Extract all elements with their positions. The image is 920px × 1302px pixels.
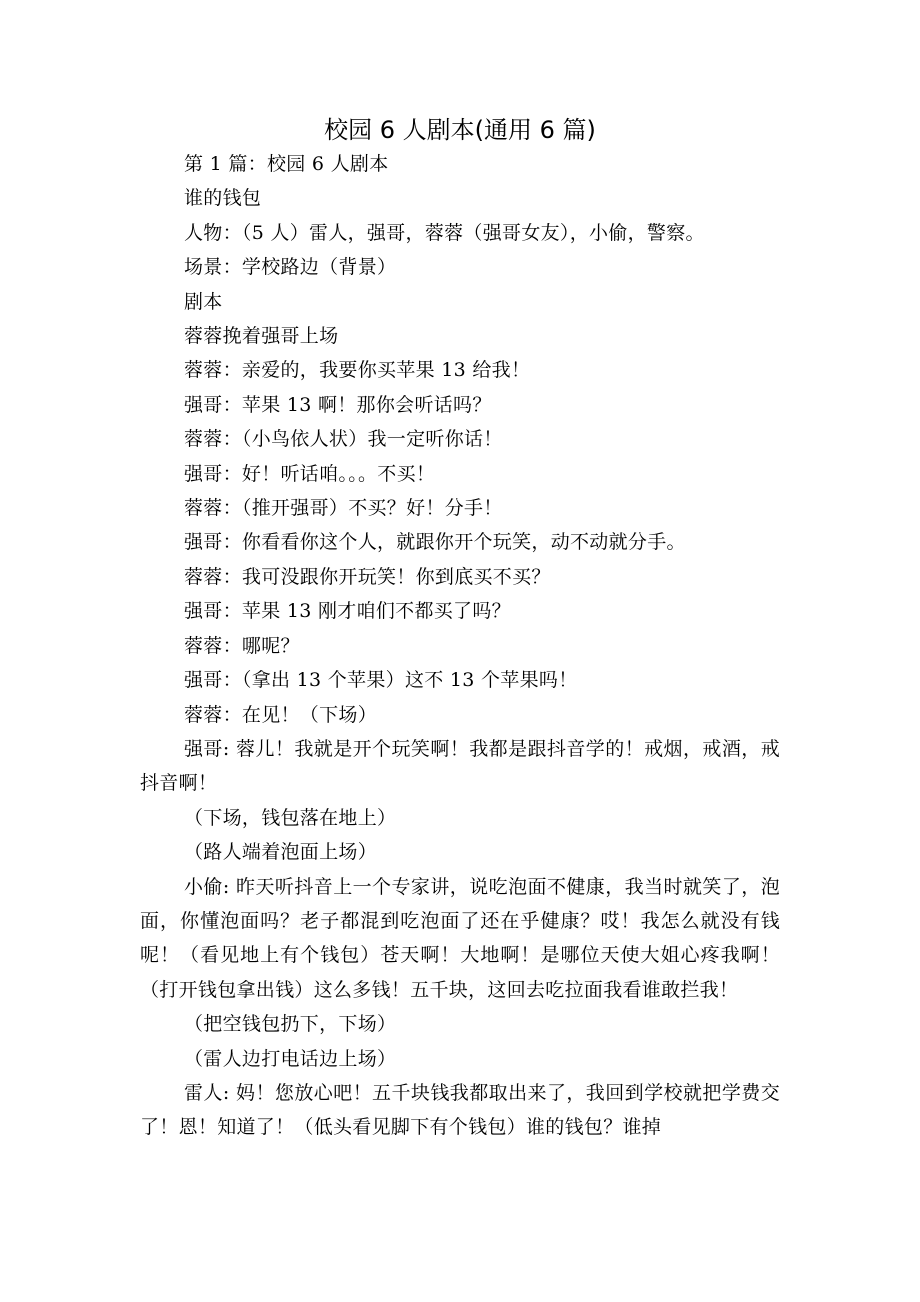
dialogue-line: 蓉蓉：哪呢？ [184,634,300,657]
dialogue-line: 强哥：苹果 13 刚才咱们不都买了吗？ [184,600,511,623]
dialogue-line: 强哥：你看看你这个人，就跟你开个玩笑，动不动就分手。 [184,531,686,554]
characters-line: 人物：（5 人）雷人，强哥，蓉蓉（强哥女友），小偷，警察。 [184,221,705,244]
dialogue-paragraph: 雷人: 妈！您放心吧！五千块钱我都取出来了，我回到学校就把学费交了！恩！知道了！（低头看见脚下有个钱包）谁的钱包？谁掉 [140,1081,780,1139]
script-heading: 剧本 [184,290,223,313]
dialogue-line: 强哥：好！听话咱。。。不买！ [184,462,436,485]
stage-direction: （雷人边打电话边上场） [184,1047,397,1070]
chapter-heading: 第 1 篇：校园 6 人剧本 [184,153,389,175]
dialogue-line: 强哥：（拿出 13 个苹果）这不 13 个苹果吗！ [184,669,578,692]
stage-direction: （把空钱包扔下，下场） [184,1013,397,1036]
document-title: 校园 6 人剧本(通用 6 篇) [324,116,596,144]
stage-direction: （路人端着泡面上场） [184,841,378,864]
dialogue-line: 蓉蓉：亲爱的，我要你买苹果 13 给我！ [184,359,531,382]
dialogue-line: 蓉蓉：在见！（下场） [184,703,378,726]
stage-direction: 蓉蓉挽着强哥上场 [184,325,339,348]
dialogue-line: 蓉蓉：（小鸟依人状）我一定听你话！ [184,428,503,451]
dialogue-line: 强哥：苹果 13 啊！那你会听话吗？ [184,393,492,416]
script-body [140,147,780,1145]
play-title: 谁的钱包 [184,187,262,210]
dialogue-paragraph: 小偷: 昨天听抖音上一个专家讲，说吃泡面不健康，我当时就笑了，泡面，你懂泡面吗？老子都混到吃泡面了还在乎健康？哎！我怎么就没有钱呢！（看见地上有个钱包）苍天啊！大地啊！是哪位天使大姐心疼我啊！（打开钱包拿出钱）这么多钱！五千块，这回去吃拉面我看谁敢拦我！ [140,875,780,1001]
dialogue-line: 蓉蓉：（推开强哥）不买？好！分手！ [184,497,503,520]
stage-direction: （下场，钱包落在地上） [184,806,397,829]
dialogue-paragraph: 强哥: 蓉儿！我就是开个玩笑啊！我都是跟抖音学的！戒烟，戒酒，戒抖音啊！ [140,737,780,795]
scene-line: 场景：学校路边（背景） [184,256,397,279]
dialogue-line: 蓉蓉：我可没跟你开玩笑！你到底买不买？ [184,565,551,588]
